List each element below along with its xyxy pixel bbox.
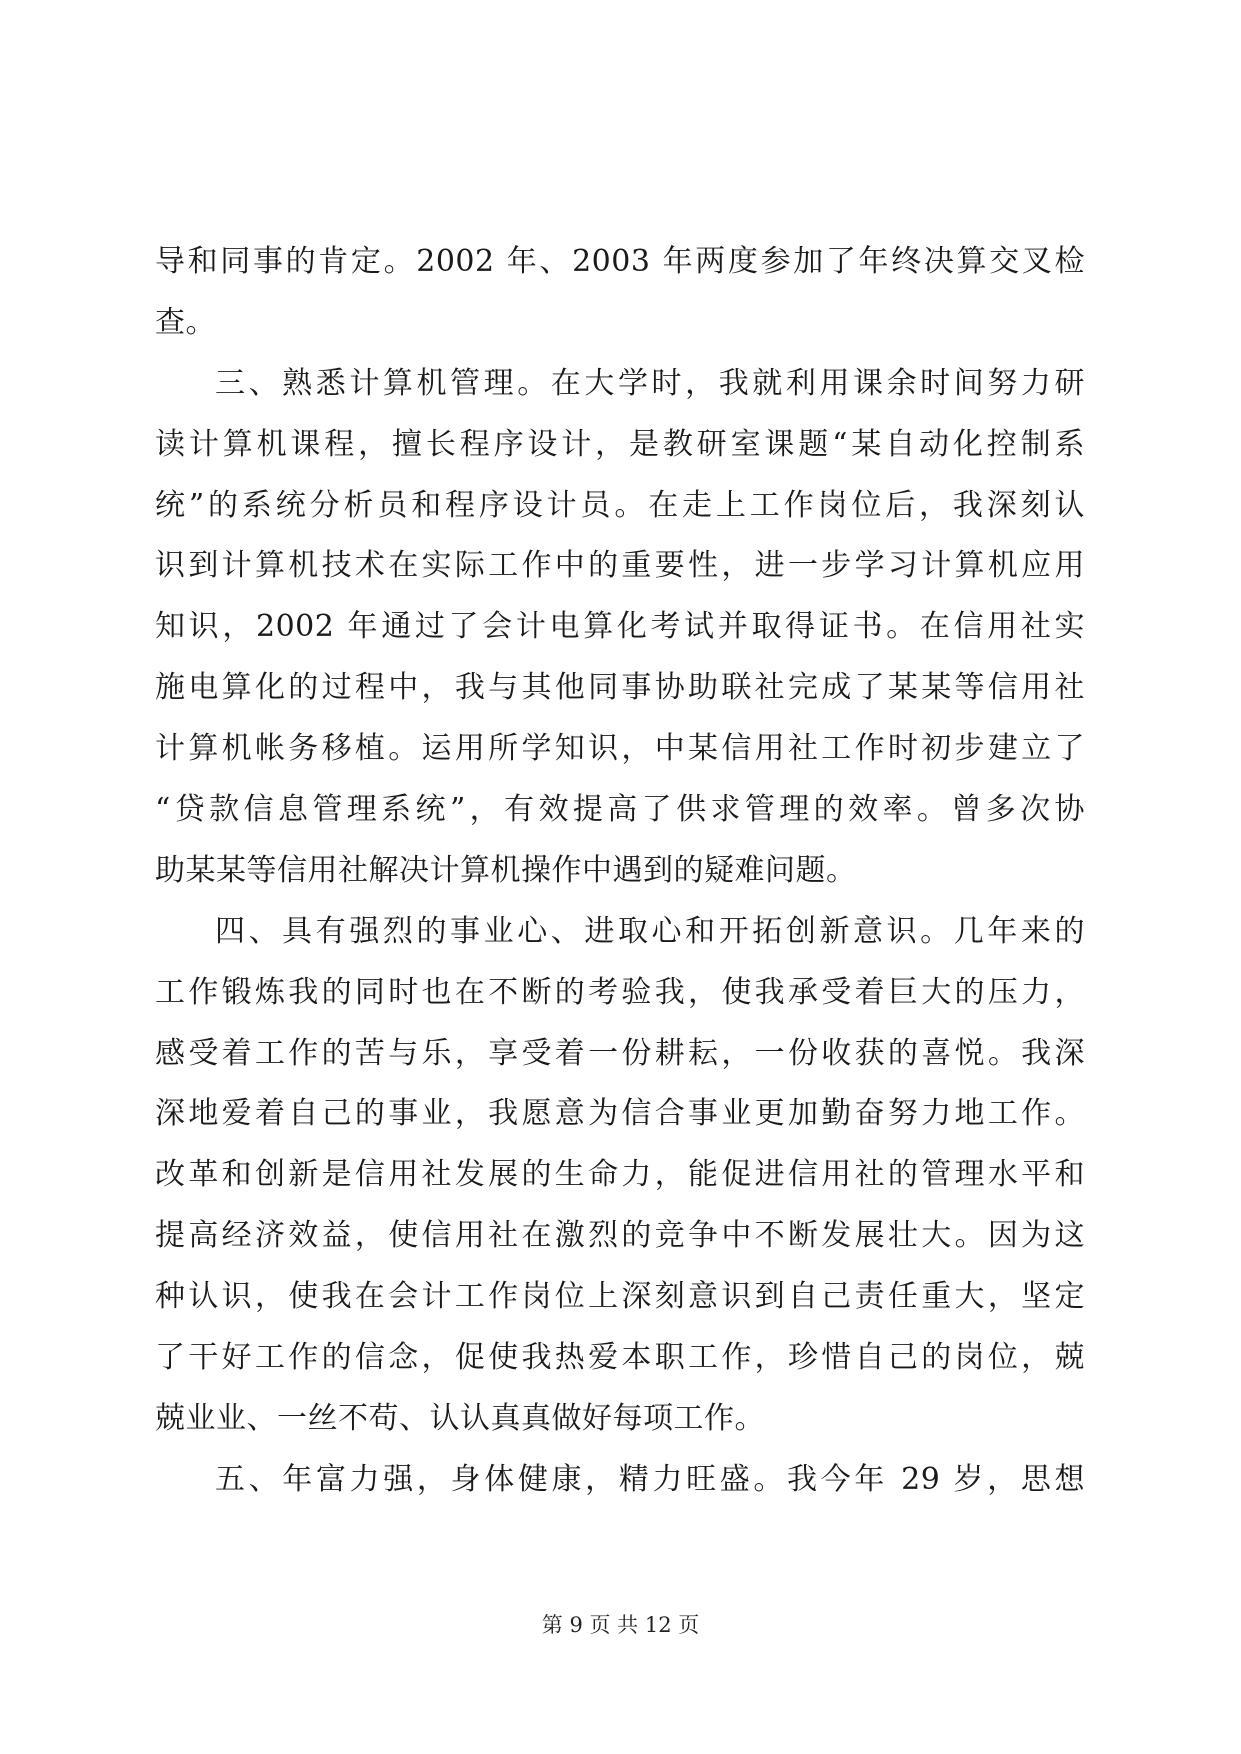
page-number-footer: 第 9 页 共 12 页 — [541, 1613, 700, 1637]
text-line-6: 识到计算机技术在实际工作中的重要性，进一步学习计算机应用 — [155, 548, 1085, 584]
text-line-11: 助某某等信用社解决计算机操作中遇到的疑难问题。 — [155, 852, 857, 888]
text-line-2: 查。 — [155, 304, 216, 340]
text-line-8: 施电算化的过程中，我与其他同事协助联社完成了某某等信用社 — [155, 670, 1085, 706]
text-line-10: “贷款信息管理系统”，有效提高了供求管理的效率。曾多次协 — [155, 792, 1085, 828]
text-line-19: 了干好工作的信念，促使我热爱本职工作，珍惜自己的岗位，兢 — [155, 1340, 1085, 1376]
text-line-5: 统”的系统分析员和程序设计员。在走上工作岗位后，我深刻认 — [155, 487, 1085, 523]
body-text — [155, 232, 1085, 1511]
text-line-7: 知识，2002 年通过了会计电算化考试并取得证书。在信用社实 — [155, 609, 1085, 645]
text-line-13: 工作锻炼我的同时也在不断的考验我，使我承受着巨大的压力， — [155, 974, 1085, 1010]
text-line-18: 种认识，使我在会计工作岗位上深刻意识到自己责任重大，坚定 — [155, 1279, 1085, 1315]
text-line-15: 深地爱着自己的事业，我愿意为信合事业更加勤奋努力地工作。 — [155, 1096, 1085, 1132]
text-line-1: 导和同事的肯定。2002 年、2003 年两度参加了年终决算交叉检 — [155, 244, 1085, 279]
text-line-17: 提高经济效益，使信用社在激烈的竞争中不断发展壮大。因为这 — [155, 1218, 1085, 1254]
text-line-12: 四、具有强烈的事业心、进取心和开拓创新意识。几年来的 — [215, 913, 1085, 949]
text-line-16: 改革和创新是信用社发展的生命力，能促进信用社的管理水平和 — [155, 1157, 1085, 1193]
text-line-14: 感受着工作的苦与乐，享受着一份耕耘，一份收获的喜悦。我深 — [155, 1035, 1085, 1071]
text-line-3: 三、熟悉计算机管理。在大学时，我就利用课余时间努力研 — [215, 365, 1085, 401]
text-line-21: 五、年富力强，身体健康，精力旺盛。我今年 29 岁，思想 — [215, 1461, 1085, 1497]
text-line-4: 读计算机课程，擅长程序设计，是教研室课题“某自动化控制系 — [155, 426, 1085, 462]
text-line-9: 计算机帐务移植。运用所学知识，中某信用社工作时初步建立了 — [155, 731, 1085, 767]
text-line-20: 兢业业、一丝不苟、认认真真做好每项工作。 — [155, 1400, 765, 1436]
